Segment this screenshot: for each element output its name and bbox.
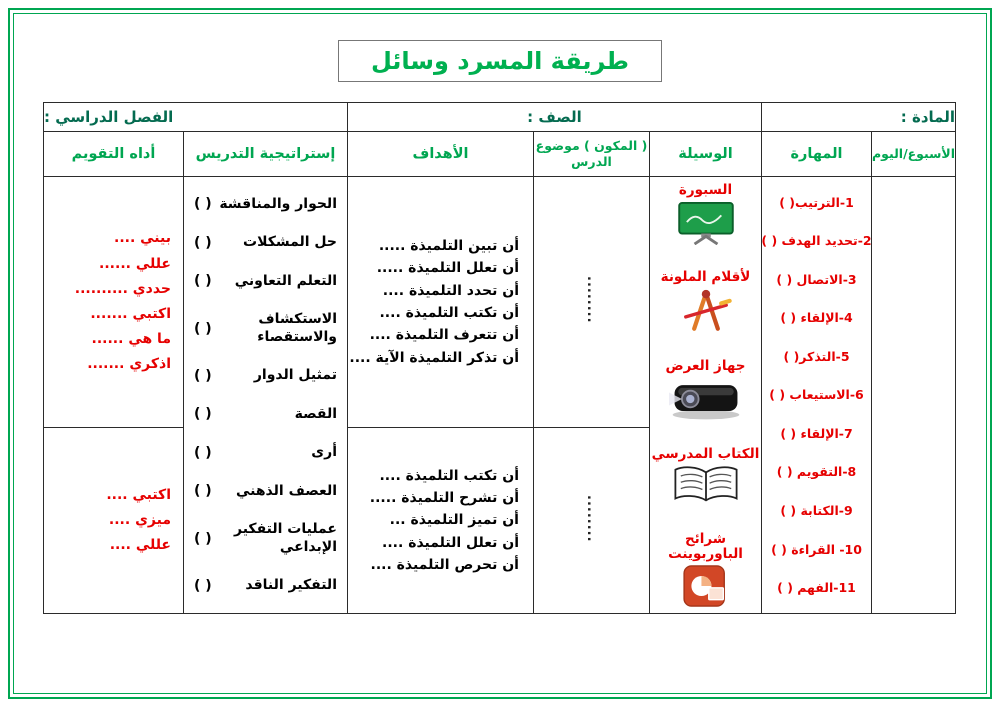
evaluation-line: اكتبي ....... bbox=[90, 306, 171, 322]
skill-list-item: 5-التذكر( ) bbox=[783, 348, 850, 364]
objective-line: أن تكتب التلميذة .... bbox=[379, 305, 519, 321]
skill-list-item: 4-الإلقاء ( ) bbox=[780, 310, 853, 326]
group-header-semester: الفصل الدراسي : bbox=[43, 103, 347, 132]
powerpoint-icon bbox=[683, 565, 729, 607]
strategy-item: التفكير الناقد ( ) bbox=[194, 577, 337, 594]
title-box bbox=[338, 40, 662, 82]
group-header-subject: المادة : bbox=[762, 103, 956, 132]
evaluation-line: ميزي .... bbox=[108, 511, 171, 528]
lesson-plan-table bbox=[43, 102, 956, 614]
strategy-item: التعلم التعاوني ( ) bbox=[194, 272, 337, 290]
col-header-skill: المهارة bbox=[762, 132, 872, 177]
skill-list-cell bbox=[762, 177, 872, 614]
wasila-item-projector bbox=[665, 359, 745, 421]
topic-cell-2 bbox=[534, 428, 650, 614]
wasila-label: جهاز العرض bbox=[665, 358, 746, 375]
body-row-1 bbox=[43, 177, 955, 428]
vertical-dots: ........ bbox=[584, 276, 599, 324]
col-header-evaluation: أداه التقويم bbox=[43, 132, 183, 177]
evaluation-cell-1 bbox=[43, 177, 183, 428]
objective-line: أن تتعرف التلميذة .... bbox=[369, 327, 519, 344]
objective-line: أن تذكر التلميذة الآية .... bbox=[349, 349, 519, 366]
inner-green-frame bbox=[13, 13, 987, 694]
evaluation-line: اذكري ....... bbox=[87, 356, 171, 373]
skill-list-item: 8-التقويم ( ) bbox=[776, 464, 857, 480]
lesson-plan-table-wrap bbox=[44, 102, 956, 614]
projector-icon bbox=[669, 377, 743, 421]
fill-in-parentheses: ( ) bbox=[194, 273, 212, 290]
strategy-item: أرى ( ) bbox=[194, 444, 337, 461]
evaluation-line: عللي ...... bbox=[99, 255, 171, 272]
skill-list-item: 11-الفهم ( ) bbox=[777, 580, 856, 596]
evaluation-line: بيني .... bbox=[114, 230, 171, 247]
objective-line: أن تحرص التلميذة .... bbox=[370, 557, 519, 574]
wasila-item-colored-pens bbox=[661, 270, 751, 334]
outer-green-frame bbox=[8, 8, 992, 699]
strategy-item: حل المشكلات ( ) bbox=[194, 234, 337, 251]
colored-pens-icon bbox=[679, 288, 733, 334]
page-title: طريقة المسرد وسائل bbox=[370, 47, 630, 75]
skill-list-item: 1-الترتيب( ) bbox=[779, 194, 854, 210]
objective-line: أن تميز التلميذة ... bbox=[389, 512, 519, 529]
wasila-label: لأقلام الملونة bbox=[660, 269, 751, 286]
column-header-row bbox=[43, 132, 955, 177]
blackboard-icon bbox=[675, 201, 737, 245]
fill-in-parentheses: ( ) bbox=[194, 406, 212, 423]
skill-list bbox=[762, 179, 871, 611]
skill-list-item: 10- القراءة ( ) bbox=[771, 541, 862, 557]
evaluation-line: ما هي ...... bbox=[91, 331, 171, 348]
skill-list-item: 9-الكتابة ( ) bbox=[780, 503, 853, 519]
fill-in-parentheses: ( ) bbox=[194, 444, 212, 461]
group-header-row bbox=[43, 103, 955, 132]
evaluation-cell-2 bbox=[43, 428, 183, 614]
strategy-item: القصة ( ) bbox=[194, 405, 337, 423]
fill-in-parentheses: ( ) bbox=[194, 320, 212, 337]
book-icon bbox=[670, 464, 742, 506]
strategy-list-cell bbox=[184, 177, 348, 614]
strategy-item: تمثيل الدوار ( ) bbox=[194, 367, 337, 384]
strategy-item: الحوار والمناقشة ( ) bbox=[194, 195, 337, 213]
evaluation-line: عللي .... bbox=[109, 537, 171, 554]
fill-in-parentheses: ( ) bbox=[194, 196, 212, 213]
col-header-topic: ( المكون ) موضوع الدرس bbox=[534, 132, 650, 177]
objective-line: أن تعلل التلميذة ..... bbox=[376, 260, 519, 277]
fill-in-parentheses: ( ) bbox=[194, 367, 212, 384]
objectives-cell-2 bbox=[348, 428, 534, 614]
objective-line: أن تشرح التلميذة ..... bbox=[369, 489, 519, 506]
strategy-list bbox=[184, 181, 347, 609]
fill-in-parentheses: ( ) bbox=[194, 234, 212, 251]
fill-in-parentheses: ( ) bbox=[194, 530, 212, 547]
objectives-block-2 bbox=[348, 459, 533, 583]
fill-in-parentheses: ( ) bbox=[194, 483, 212, 500]
col-header-strategy: إستراتيجية التدريس bbox=[184, 132, 348, 177]
evaluation-line: اكتبي .... bbox=[106, 486, 171, 503]
strategy-item: الاستكشاف والاستقصاء ( ) bbox=[194, 311, 337, 345]
group-header-class: الصف : bbox=[348, 103, 762, 132]
evaluation-block-1 bbox=[44, 222, 183, 381]
objective-line: أن تحدد التلميذة .... bbox=[382, 282, 519, 299]
topic-cell-1 bbox=[534, 177, 650, 428]
objective-line: أن تكتب التلميذة .... bbox=[379, 467, 519, 484]
skill-list-item: 2-تحديد الهدف ( ) bbox=[761, 233, 872, 249]
wasila-label: الكتاب المدرسي bbox=[651, 445, 760, 462]
skill-list-item: 6-الاستيعاب ( ) bbox=[769, 387, 864, 403]
wasila-list bbox=[650, 177, 761, 613]
wasila-label: شرائح الباوربوينت bbox=[668, 530, 743, 563]
week-day-empty-cell bbox=[872, 177, 956, 614]
wasila-item-book bbox=[652, 447, 760, 507]
col-header-objectives: الأهداف bbox=[348, 132, 534, 177]
strategy-item: العصف الذهني ( ) bbox=[194, 482, 337, 500]
col-header-week-day: الأسبوع/اليوم bbox=[872, 132, 956, 177]
objective-line: أن تبين التلميذة ..... bbox=[378, 237, 519, 254]
skill-list-item: 7-الإلقاء ( ) bbox=[780, 425, 853, 441]
strategy-item: عمليات التفكير الإبداعي ( ) bbox=[194, 521, 337, 555]
vertical-dots: ........ bbox=[584, 494, 599, 543]
fill-in-parentheses: ( ) bbox=[194, 577, 212, 594]
col-header-wasila: الوسيلة bbox=[650, 132, 762, 177]
wasila-list-cell bbox=[650, 177, 762, 614]
wasila-label: السبورة bbox=[678, 182, 733, 198]
wasila-item-blackboard bbox=[675, 183, 737, 245]
wasila-item-powerpoint bbox=[650, 532, 761, 607]
evaluation-block-2 bbox=[44, 479, 183, 563]
skill-list-item: 3-الاتصال ( ) bbox=[776, 271, 857, 287]
objectives-cell-1 bbox=[348, 177, 534, 428]
evaluation-line: حددي .......... bbox=[74, 280, 171, 297]
objectives-block-1 bbox=[348, 229, 533, 375]
objective-line: أن تعلل التلميذة .... bbox=[382, 534, 519, 551]
